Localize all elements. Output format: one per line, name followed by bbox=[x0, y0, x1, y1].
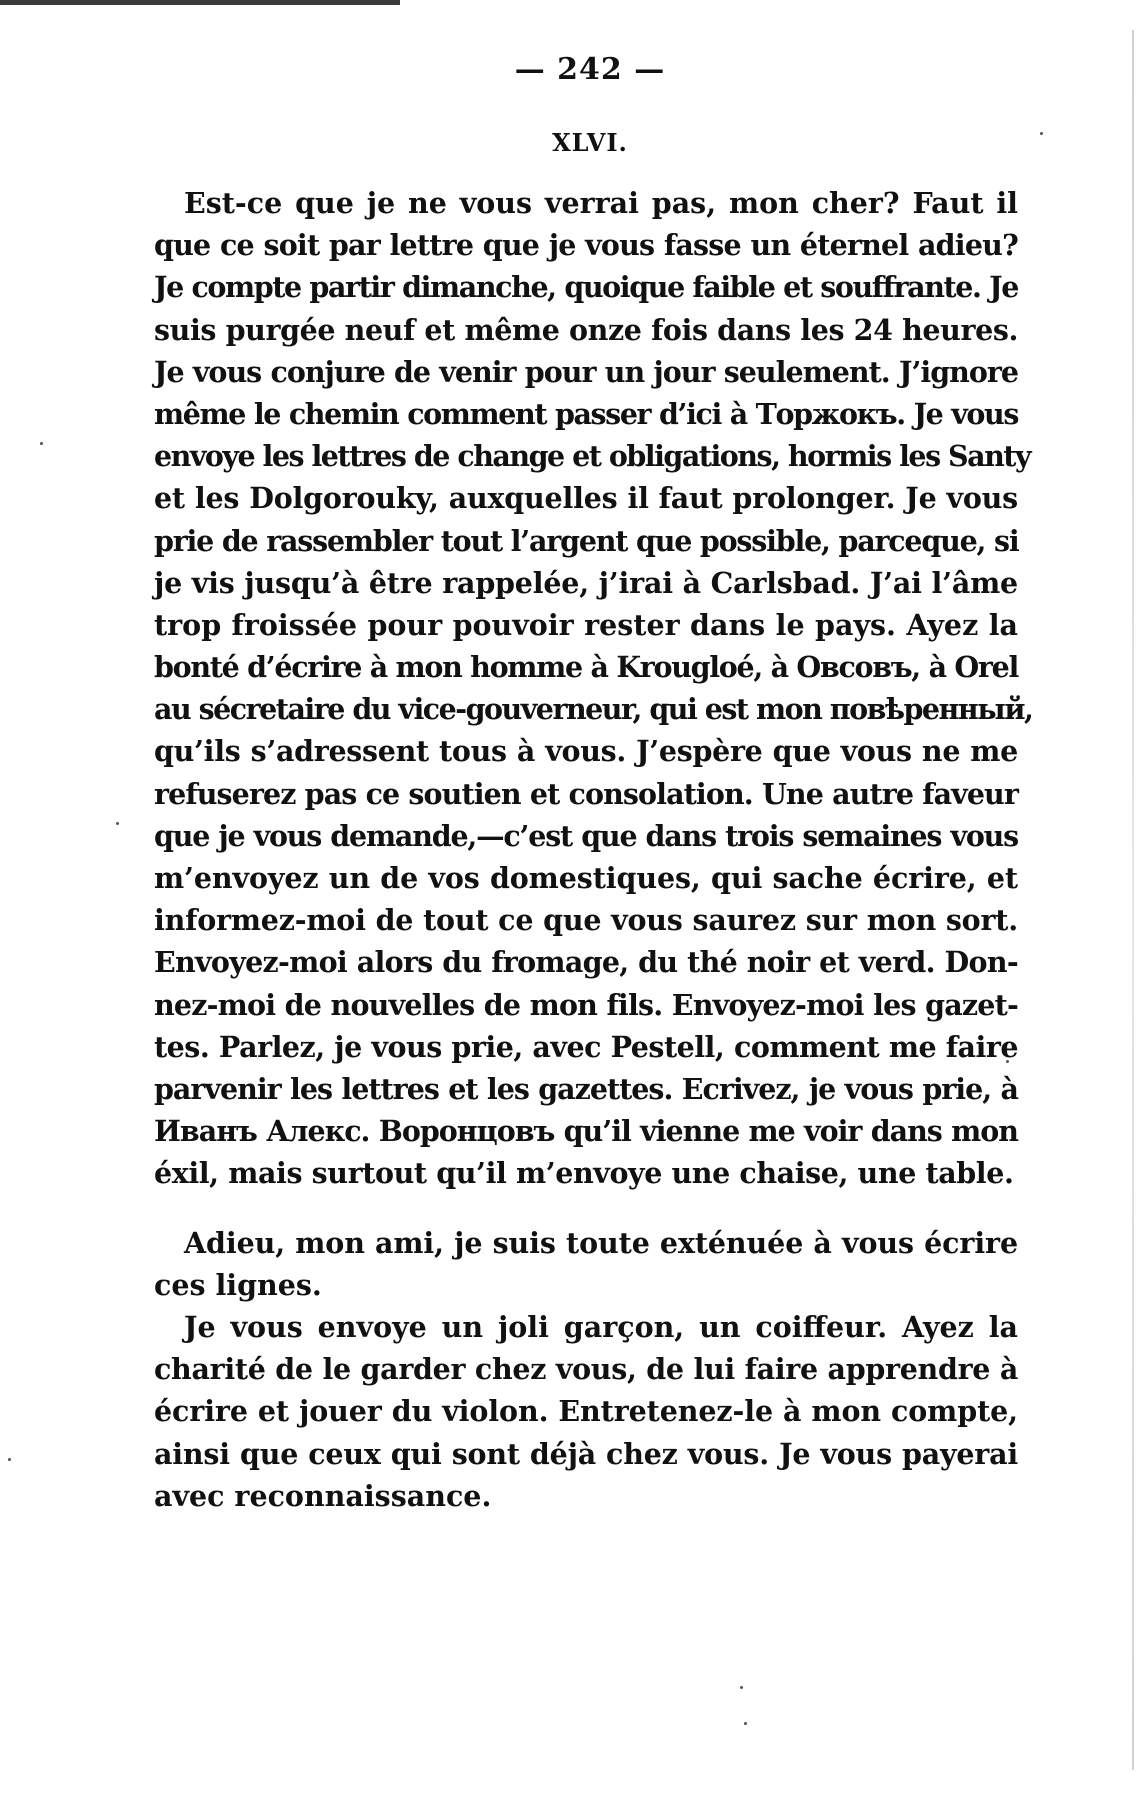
text-line: Adieu, mon ami, je suis toute exténuée à vous écrire bbox=[184, 1226, 1018, 1260]
text-line: trop froissée pour pouvoir rester dans le pays. Ayez la bbox=[154, 607, 1018, 642]
text-line: tes. Parlez, je vous prie, avec Pestell, comment me faire bbox=[154, 1029, 1018, 1064]
text-line: m’envoyez un de vos domestiques, qui sache écrire, et bbox=[154, 861, 1018, 895]
text-line: au sécretaire du vice-gouverneur, qui est mon повѣренный, bbox=[154, 692, 1033, 727]
text-line: et les Dolgorouky, auxquelles il faut prolonger. Je vous bbox=[154, 481, 1018, 516]
scan-artifact-top-line bbox=[0, 0, 400, 5]
text-line: nez-moi de nouvelles de mon fils. Envoyez-moi les gazet- bbox=[154, 987, 1018, 1022]
scan-speck bbox=[40, 442, 43, 445]
text-line: Je vous conjure de venir pour un jour seulement. J’ignore bbox=[154, 354, 1018, 389]
text-line: écrire et jouer du violon. Entretenez-le à mon compte, bbox=[154, 1394, 1018, 1429]
text-line: ces lignes. bbox=[154, 1268, 322, 1303]
text-line: avec reconnaissance. bbox=[154, 1478, 492, 1513]
text-line: Envoyez-moi alors du fromage, du thé noir et verd. Don- bbox=[154, 945, 1018, 980]
scan-speck bbox=[116, 822, 119, 825]
text-line: parvenir les lettres et les gazettes. Ecrivez, je vous prie, à bbox=[154, 1071, 1018, 1106]
page-number: — 242 — bbox=[514, 52, 666, 87]
text-line: prie de rassembler tout l’argent que possible, parceque, si bbox=[154, 523, 1019, 558]
scan-artifact-right-edge bbox=[1132, 30, 1134, 1770]
text-line: refuserez pas ce soutien et consolation. Une autre faveur bbox=[154, 776, 1018, 811]
chapter-heading: XLVI. bbox=[552, 128, 628, 157]
text-line: charité de le garder chez vous, de lui faire apprendre à bbox=[154, 1352, 1018, 1387]
text-line: suis purgée neuf et même onze fois dans les 24 heures. bbox=[154, 312, 1018, 347]
text-line: que ce soit par lettre que je vous fasse un éternel adieu? bbox=[154, 228, 1018, 263]
text-line: informez-moi de tout ce que vous saurez sur mon sort. bbox=[154, 903, 1018, 938]
text-line: éxil, mais surtout qu’il m’envoye une chaise, une table. bbox=[154, 1156, 1014, 1191]
text-line: bonté d’écrire à mon homme à Krougloé, à Овсовъ, à Orel bbox=[154, 650, 1018, 685]
text-line: que je vous demande,—c’est que dans trois semaines vous bbox=[154, 818, 1018, 853]
text-line: envoye les lettres de change et obligations, hormis les Santy bbox=[154, 439, 1031, 474]
paragraph-3 bbox=[154, 1306, 1018, 1517]
scan-speck bbox=[740, 1686, 743, 1689]
paragraph-1 bbox=[154, 182, 1033, 1195]
scan-speck bbox=[8, 1458, 11, 1461]
scan-speck bbox=[744, 1722, 747, 1725]
text-line: ainsi que ceux qui sont déjà chez vous. Je vous payerai bbox=[154, 1436, 1018, 1471]
text-line: Иванъ Алекс. Воронцовъ qu’il vienne me voir dans mon bbox=[154, 1114, 1018, 1149]
text-line: Je vous envoye un joli garçon, un coiffeur. Ayez la bbox=[184, 1310, 1018, 1344]
text-line: je vis jusqu’à être rappelée, j’irai à Carlsbad. J’ai l’âme bbox=[154, 565, 1018, 600]
paragraph-2 bbox=[154, 1222, 1018, 1306]
text-line: même le chemin comment passer d’ici à Торжокъ. Je vous bbox=[154, 396, 1018, 431]
text-line: Je compte partir dimanche, quoique faible et souffrante. Je bbox=[154, 270, 1018, 305]
text-line: Est-ce que je ne vous verrai pas, mon cher? Faut il bbox=[184, 186, 1018, 220]
text-line: qu’ils s’adressent tous à vous. J’espère que vous ne me bbox=[154, 734, 1018, 769]
